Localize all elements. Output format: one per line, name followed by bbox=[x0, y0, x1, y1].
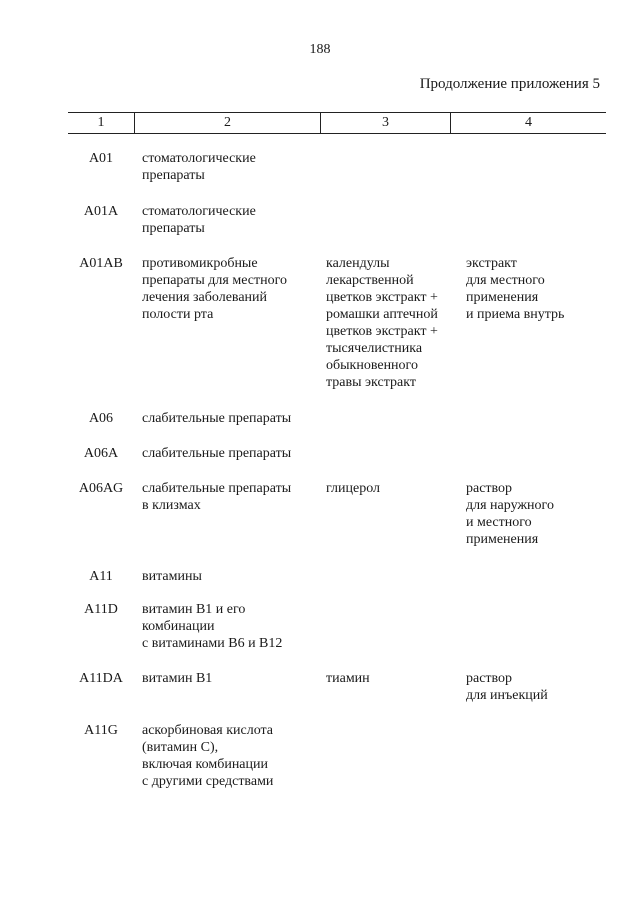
row-dosage-form bbox=[466, 480, 606, 548]
row-group bbox=[142, 480, 322, 514]
cell-line: витамин B1 bbox=[142, 671, 213, 686]
row-substance bbox=[326, 255, 460, 391]
cell-line: лечения заболеваний bbox=[142, 290, 268, 305]
row-dosage-form bbox=[466, 255, 606, 323]
row-code bbox=[68, 445, 134, 462]
cell-line: глицерол bbox=[326, 481, 381, 496]
cell-line: стоматологические bbox=[142, 151, 256, 166]
page-number: 188 bbox=[309, 42, 331, 57]
cell-line: с витаминами B6 и B12 bbox=[142, 636, 283, 651]
column-header-1: 1 bbox=[97, 115, 105, 130]
cell-line: раствор bbox=[466, 481, 513, 496]
cell-line: A01 bbox=[88, 151, 114, 166]
row-group bbox=[142, 150, 322, 184]
cell-line: (витамин C), bbox=[142, 740, 219, 755]
column-header-3: 3 bbox=[320, 113, 450, 133]
row-substance bbox=[326, 670, 460, 687]
row-code bbox=[68, 410, 134, 427]
cell-line: лекарственной bbox=[326, 273, 414, 288]
cell-line: A11 bbox=[89, 569, 113, 584]
cell-line: раствор bbox=[466, 671, 513, 686]
cell-line: A06 bbox=[88, 411, 114, 426]
cell-line: витамин B1 и его bbox=[142, 602, 246, 617]
cell-line: тиамин bbox=[326, 671, 370, 686]
column-header-4: 4 bbox=[450, 113, 606, 133]
row-code bbox=[68, 255, 134, 272]
row-group bbox=[142, 568, 322, 585]
cell-line: слабительные препараты bbox=[142, 446, 292, 461]
cell-line: A06A bbox=[83, 446, 119, 461]
cell-line: ромашки аптечной bbox=[326, 307, 438, 322]
cell-line: A06AG bbox=[78, 481, 124, 496]
cell-line: препараты bbox=[142, 168, 205, 183]
cell-line: A11D bbox=[84, 602, 118, 617]
row-code bbox=[68, 150, 134, 167]
row-group bbox=[142, 601, 322, 652]
cell-line: A01A bbox=[83, 204, 119, 219]
cell-line: включая комбинации bbox=[142, 757, 268, 772]
cell-line: для местного bbox=[466, 273, 545, 288]
row-code bbox=[68, 670, 134, 687]
cell-line: травы экстракт bbox=[326, 375, 416, 390]
row-group bbox=[142, 670, 322, 687]
row-group bbox=[142, 203, 322, 237]
cell-line: A11DA bbox=[79, 671, 123, 686]
row-group bbox=[142, 410, 322, 427]
cell-line: препараты bbox=[142, 221, 205, 236]
cell-line: слабительные препараты bbox=[142, 411, 292, 426]
row-code bbox=[68, 722, 134, 739]
cell-line: тысячелистника bbox=[326, 341, 423, 356]
cell-line: экстракт bbox=[466, 256, 517, 271]
row-group bbox=[142, 255, 322, 323]
row-dosage-form bbox=[466, 670, 606, 704]
cell-line: применения bbox=[466, 532, 539, 547]
cell-line: и приема внутрь bbox=[466, 307, 565, 322]
cell-line: для наружного bbox=[466, 498, 554, 513]
cell-line: обыкновенного bbox=[326, 358, 418, 373]
cell-line: противомикробные bbox=[142, 256, 258, 271]
column-header-2: 2 bbox=[134, 113, 320, 133]
row-group bbox=[142, 445, 322, 462]
cell-line: аскорбиновая кислота bbox=[142, 723, 274, 738]
cell-line: календулы bbox=[326, 256, 390, 271]
cell-line: препараты для местного bbox=[142, 273, 287, 288]
cell-line: для инъекций bbox=[466, 688, 548, 703]
cell-line: с другими средствами bbox=[142, 774, 274, 789]
cell-line: A01AB bbox=[79, 256, 123, 271]
cell-line: цветков экстракт + bbox=[326, 324, 438, 339]
cell-line: стоматологические bbox=[142, 204, 256, 219]
row-group bbox=[142, 722, 322, 790]
row-code bbox=[68, 203, 134, 220]
cell-line: применения bbox=[466, 290, 539, 305]
row-code bbox=[68, 480, 134, 497]
cell-line: комбинации bbox=[142, 619, 215, 634]
cell-line: полости рта bbox=[142, 307, 214, 322]
cell-line: и местного bbox=[466, 515, 532, 530]
cell-line: витамины bbox=[142, 569, 202, 584]
table-header bbox=[68, 112, 606, 134]
cell-line: в клизмах bbox=[142, 498, 201, 513]
row-code bbox=[68, 601, 134, 618]
row-code bbox=[68, 568, 134, 585]
row-substance bbox=[326, 480, 460, 497]
continuation-caption: Продолжение приложения 5 bbox=[419, 76, 600, 92]
cell-line: цветков экстракт + bbox=[326, 290, 438, 305]
cell-line: A11G bbox=[84, 723, 118, 738]
cell-line: слабительные препараты bbox=[142, 481, 292, 496]
